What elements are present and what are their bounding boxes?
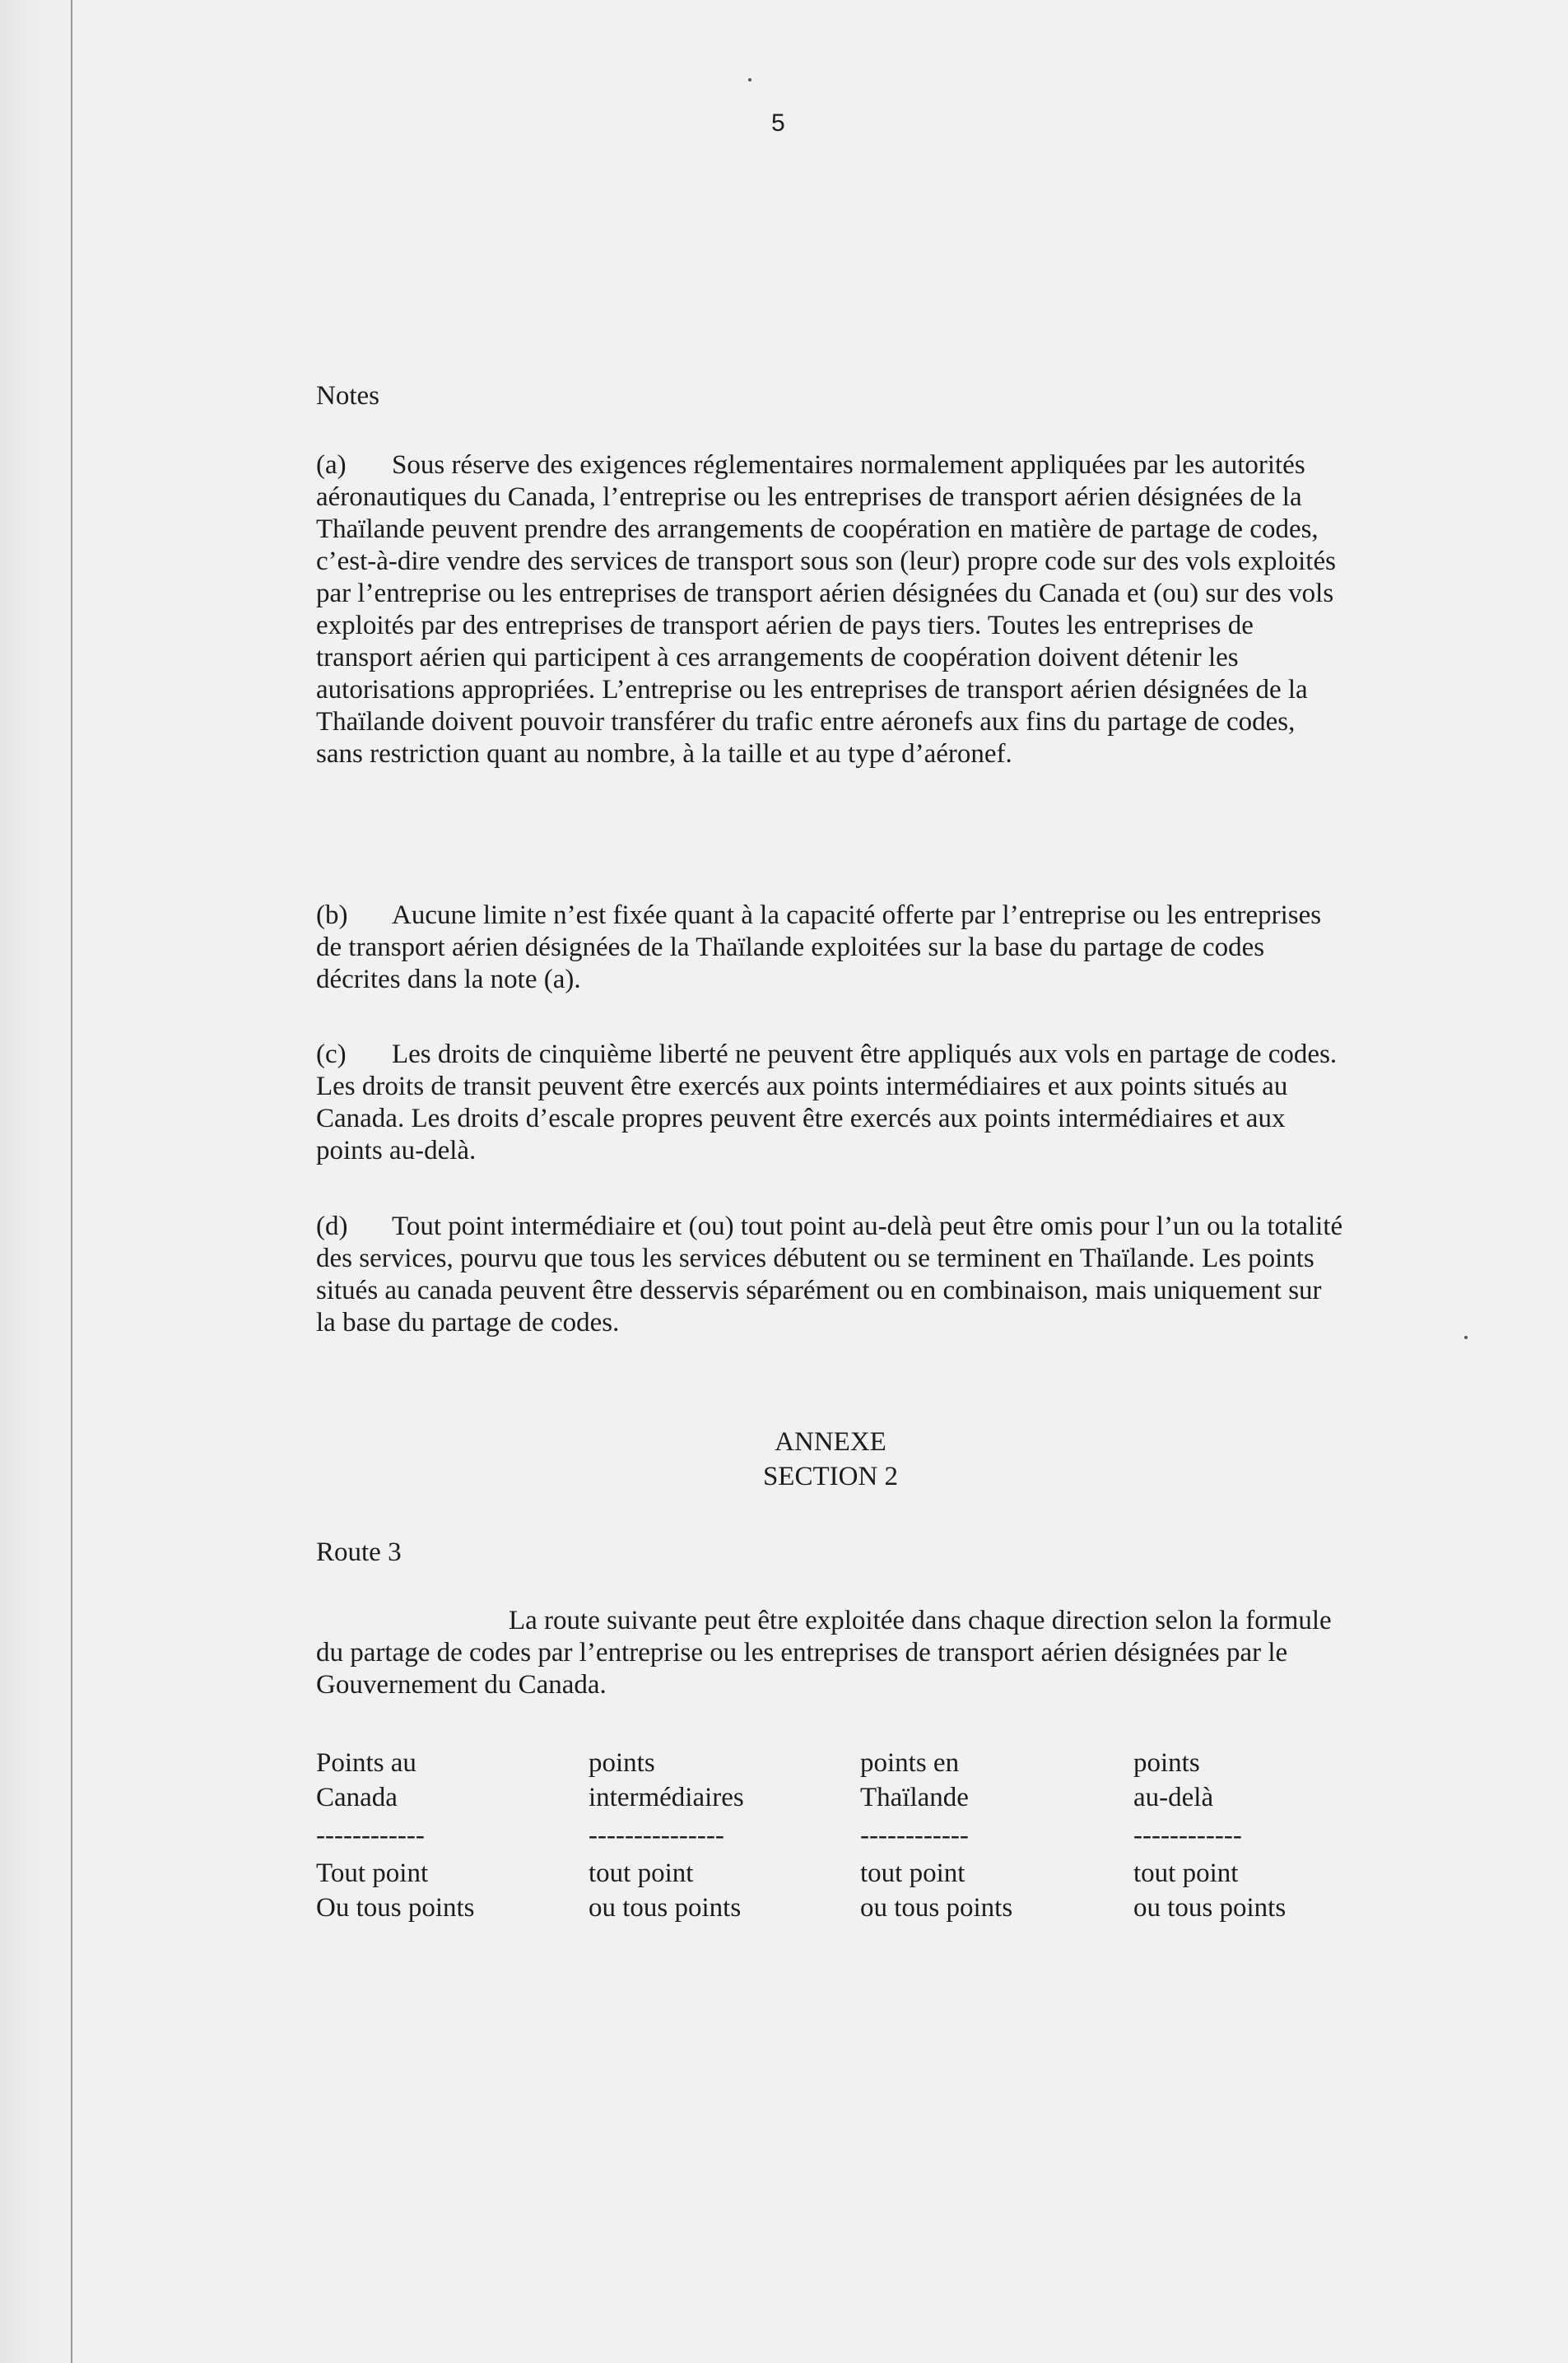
note-a: [316, 449, 1345, 770]
column-header-line2: intermédiaires: [589, 1783, 744, 1812]
column-value-line1: Tout point: [316, 1858, 429, 1888]
note-b-label: (b): [316, 900, 348, 930]
column-header-line1: Points au: [316, 1748, 416, 1778]
column-value-line2: ou tous points: [1133, 1893, 1287, 1923]
annex-section: SECTION 2: [762, 1462, 899, 1491]
column-separator: ------------: [1133, 1821, 1242, 1850]
column-header-line2: au-delà: [1133, 1783, 1214, 1812]
note-b-text: Aucune limite n’est fixée quant à la capacité offerte par l’entreprise ou les entreprises de transport aérien désignées de la Thaïlande exploitées sur la base du partage de codes décrites dans la note (a).: [316, 900, 1322, 994]
column-header-line2: Thaïlande: [860, 1783, 969, 1812]
notes-heading: Notes: [316, 381, 379, 411]
route-heading: Route 3: [316, 1537, 402, 1567]
paper-speck: [748, 78, 751, 81]
route-column-thailand: [860, 1746, 1012, 1925]
route-column-beyond: [1133, 1746, 1286, 1925]
note-c: [316, 1039, 1345, 1167]
column-value-line1: tout point: [1133, 1858, 1239, 1888]
column-value-line2: ou tous points: [860, 1893, 1013, 1923]
note-d-label: (d): [316, 1212, 348, 1241]
note-a-label: (a): [316, 450, 347, 480]
column-value-line1: tout point: [860, 1858, 965, 1888]
route-column-canada: [316, 1746, 475, 1925]
paper-speck: [1464, 1336, 1468, 1339]
column-value-line2: Ou tous points: [316, 1893, 475, 1923]
note-d-text: Tout point intermédiaire et (ou) tout point au-delà peut être omis pour l’un ou la totalité des services, pourvu que tous les services débutent ou se terminent en Thaïlande. Les points situés au canada peuvent être desservis séparément ou en combinaison, mais uniquement sur la base du partage de codes.: [316, 1212, 1343, 1337]
column-value-line2: ou tous points: [589, 1893, 742, 1923]
column-value-line1: tout point: [589, 1858, 694, 1888]
annex-heading: [316, 1425, 1345, 1494]
route-description: [316, 1605, 1345, 1701]
note-c-text: Les droits de cinquième liberté ne peuvent être appliqués aux vols en partage de codes. Les droits de transit peuvent être exercés aux points intermédiaires et aux points situés au Canada. Les droits d’escale propres peuvent être exercés aux points intermédiaires et aux points au-delà.: [316, 1040, 1338, 1165]
column-header-line1: points: [1133, 1748, 1200, 1778]
note-c-label: (c): [316, 1040, 347, 1069]
note-d: [316, 1211, 1345, 1339]
page-number: 5: [771, 109, 785, 137]
column-separator: ---------------: [589, 1821, 724, 1850]
binding-edge: [71, 0, 72, 2363]
column-separator: ------------: [860, 1821, 969, 1850]
note-a-text: Sous réserve des exigences réglementaires normalement appliquées par les autorités aéronautiques du Canada, l’entreprise ou les entreprises de transport aérien désignées de la Thaïlande peuvent prendre des arrangements de coopération en matière de partage de codes, c’est-à-dire vendre des services de transport sous son (leur) propre code sur des vols exploités par l’entreprise ou les entreprises de transport aérien désignées du Canada et (ou) sur des vols exploités par des entreprises de transport aérien de pays tiers. Toutes les entreprises de transport aérien qui participent à ces arrangements de coopération doivent détenir les autorisations appropriées. L’entreprise ou les entreprises de transport aérien désignées de la Thaïlande doivent pouvoir transférer du trafic entre aéronefs aux fins du partage de codes, sans restriction quant au nombre, à la taille et au type d’aéronef.: [316, 450, 1336, 769]
column-header-line2: Canada: [316, 1783, 398, 1812]
note-b: [316, 900, 1345, 996]
column-header-line1: points en: [860, 1748, 960, 1778]
annex-title: ANNEXE: [775, 1427, 886, 1457]
route-description-text: La route suivante peut être exploitée dans chaque direction selon la formule du partage de codes par l’entreprise ou les entreprises de transport aérien désignées par le Gouvernement du Canada.: [316, 1606, 1332, 1700]
route-column-intermediate: [589, 1746, 744, 1925]
column-separator: ------------: [316, 1821, 425, 1850]
column-header-line1: points: [589, 1748, 655, 1778]
